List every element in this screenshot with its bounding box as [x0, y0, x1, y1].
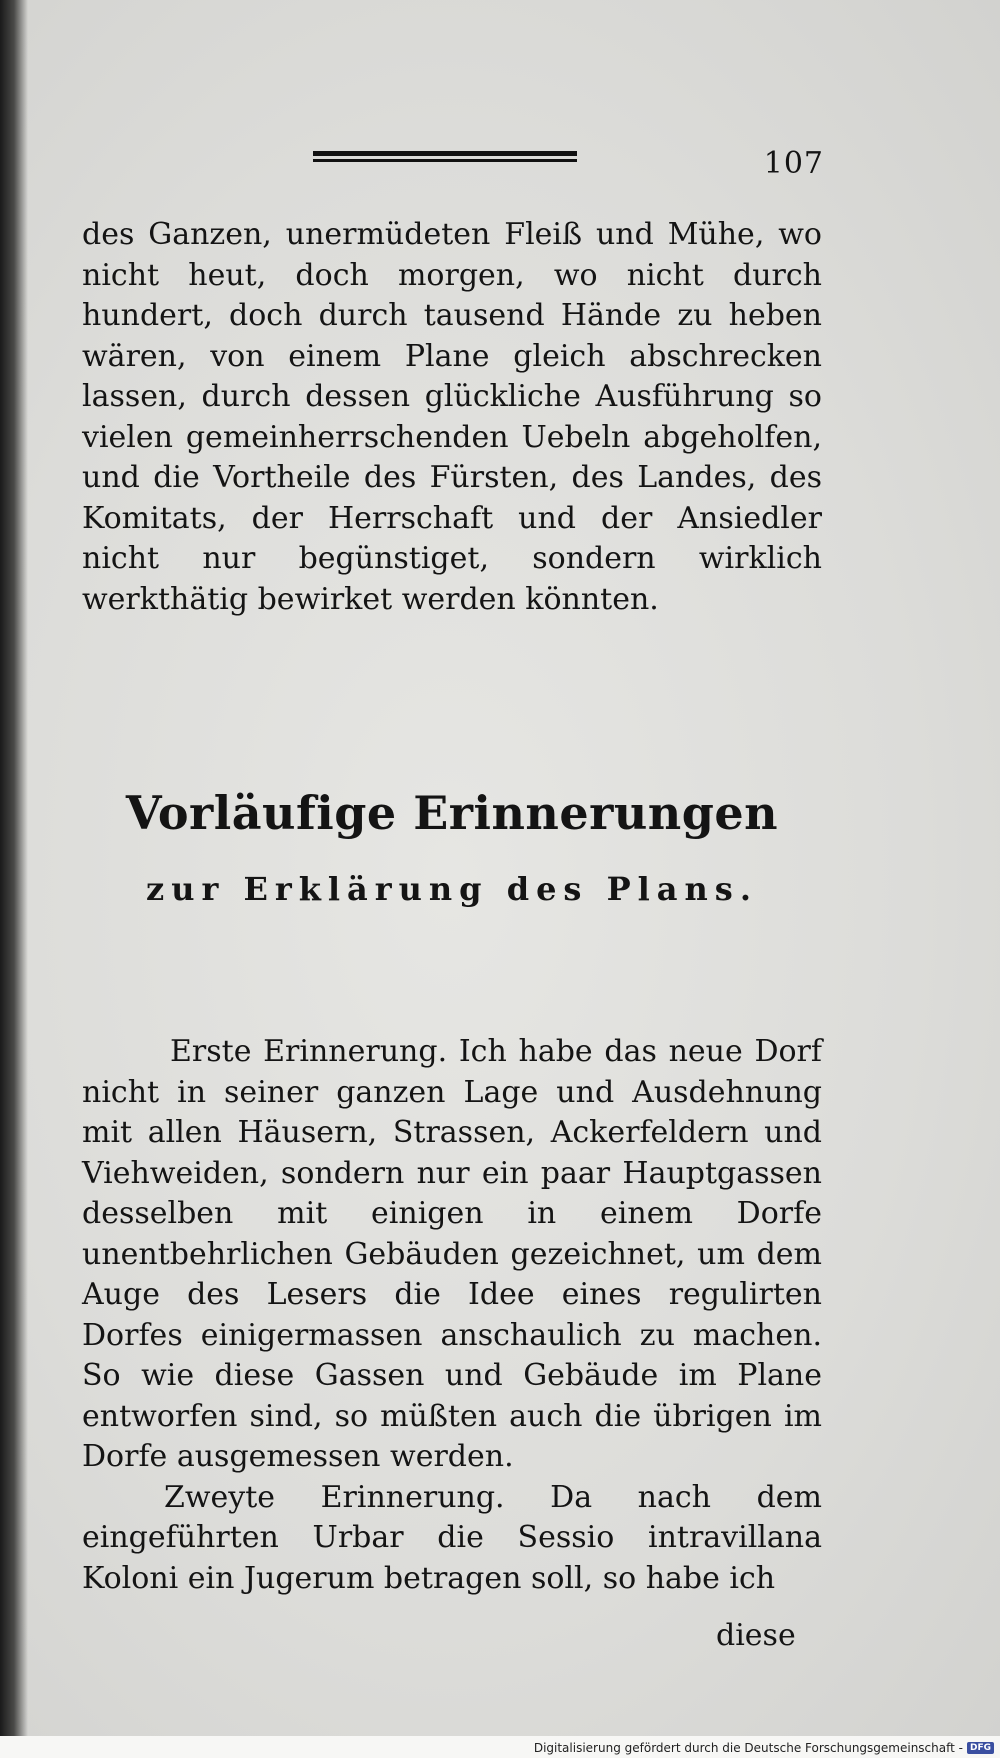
digitization-footer [534, 1741, 994, 1755]
paragraph-continuation: des Ganzen, unermüdeten Fleiß und Mühe, wo nicht heut, doch morgen, wo nicht durch hundert, doch durch tausend Hände zu heben wären, von einem Plane gleich abschrecken lassen, durch dessen glückliche Ausführung so vielen gemeinherrschenden Uebeln abgeholfen, und die Vortheile des Fürsten, des Landes, des Komitats, der Herrschaft und der Ansiedler nicht nur begünstiget, sondern wirklich werkthätig bewirket werden könnten. [82, 217, 822, 617]
footer-credit: Digitalisierung gefördert durch die Deutsche Forschungsgemeinschaft - [533, 1741, 963, 1755]
text-block-continuation [82, 215, 822, 620]
header-rule [313, 151, 577, 165]
paragraph-first-reminder: Erste Erinnerung. Ich habe das neue Dorf nicht in seiner ganzen Lage und Ausdehnung mit allen Häusern, Strassen, Ackerfeldern und Viehweiden, sondern nur ein paar Hauptgassen desselben mit einigen in einem Dorfe unentbehrlichen Gebäuden gezeichnet, um dem Auge des Lesers die Idee eines regulirten Dorfes einigermassen anschaulich zu machen. So wie diese Gassen und Gebäude im Plane entworfen sind, so müßten auch die übrigen im Dorfe ausgemessen werden. [82, 1034, 822, 1474]
dfg-logo-icon: DFG [967, 1742, 994, 1754]
catchword: diese [716, 1618, 796, 1653]
spine-shadow [0, 0, 28, 1740]
section-subheading: zur Erklärung des Plans. [146, 870, 758, 908]
text-block-reminders [82, 1032, 822, 1599]
section-heading: Vorläufige Erinnerungen [125, 786, 779, 840]
page-number: 107 [763, 146, 824, 181]
paragraph-second-reminder: Zweyte Erinnerung. Da nach dem eingeführten Urbar die Sessio intravillana Koloni ein Jugerum betragen soll, so habe ich [82, 1479, 822, 1596]
